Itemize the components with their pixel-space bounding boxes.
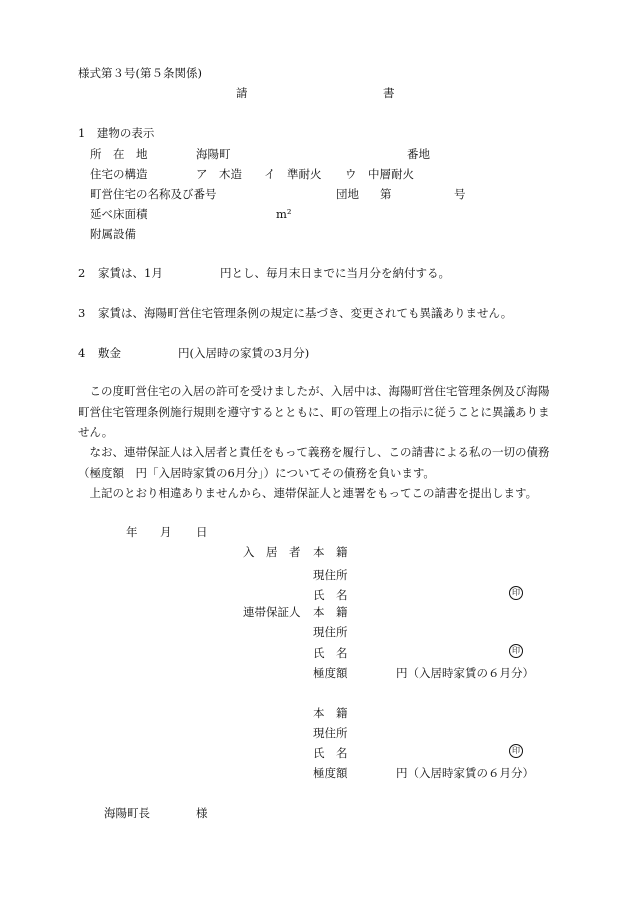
section1-heading: 1 建物の表示 (78, 126, 155, 140)
date-month: 月 (160, 525, 172, 539)
guarantor2-seal-icon: 印 (509, 744, 523, 758)
section2-number: 2 (78, 266, 86, 280)
guarantor1-honseki: 本 籍 (313, 605, 348, 619)
housing-name-label: 町営住宅の名称及び番号 (90, 187, 217, 201)
guarantor1-limit-text: 円（入居時家賃の６月分） (396, 666, 534, 680)
section2-text-a: 家賃は、1月 (98, 266, 163, 280)
guarantor2-address: 現住所 (313, 726, 348, 740)
guarantor1-seal-icon: 印 (509, 644, 523, 658)
section4-text-a: 敷金 (98, 346, 121, 360)
housing-go: 号 (454, 187, 466, 201)
title-left-char: 請 (236, 86, 248, 100)
guarantor2-honseki: 本 籍 (313, 706, 348, 720)
structure-option-a: ア 木造 (196, 167, 242, 181)
guarantor1-name: 氏 名 (313, 646, 348, 660)
guarantor1-limit-label: 極度額 (313, 666, 348, 680)
location-town: 海陽町 (196, 147, 231, 161)
guarantor-label: 連帯保証人 (243, 605, 301, 619)
addressee-name: 海陽町長 (104, 806, 150, 820)
body-paragraph-2: なお、連帯保証人は入居者と責任をもって義務を履行し、この請書による私の一切の債務（極度額 円「入居時家賃の6月分」）についてその債務を負います。 (78, 445, 550, 480)
section3-text: 家賃は、海陽町営住宅管理条例の規定に基づき、変更されても異議ありません。 (98, 306, 513, 320)
floor-area-label: 延べ床面積 (90, 207, 148, 221)
section4-number: 4 (78, 346, 86, 360)
resident-name: 氏 名 (313, 588, 348, 602)
guarantor2-limit-label: 極度額 (313, 766, 348, 780)
section2-text-b: 円とし、毎月末日までに当月分を納付する。 (220, 266, 450, 280)
housing-danchi: 団地 (336, 187, 359, 201)
resident-address: 現住所 (313, 568, 348, 582)
floor-area-unit: m² (276, 207, 292, 221)
guarantor2-limit-text: 円（入居時家賃の６月分） (396, 766, 534, 780)
location-suffix: 番地 (407, 147, 430, 161)
guarantor1-address: 現住所 (313, 625, 348, 639)
structure-option-u: ウ 中層耐火 (345, 167, 414, 181)
form-number: 様式第３号(第５条関係) (78, 66, 202, 80)
section4-text-b: 円(入居時の家賃の3月分) (178, 346, 310, 360)
location-label: 所 在 地 (90, 147, 148, 161)
facilities-label: 附属設備 (90, 227, 136, 241)
addressee-honorific: 様 (196, 806, 208, 820)
structure-option-i: イ 準耐火 (264, 167, 322, 181)
resident-label: 入 居 者 (243, 545, 301, 559)
structure-label: 住宅の構造 (90, 167, 148, 181)
title-right-char: 書 (383, 86, 395, 100)
resident-seal-icon: 印 (509, 586, 523, 600)
date-day: 日 (196, 525, 208, 539)
resident-honseki: 本 籍 (313, 545, 348, 559)
body-paragraph-1: この度町営住宅の入居の許可を受けましたが、入居中は、海陽町営住宅管理条例及び海陽町営住宅管理条例施行規則を遵守するとともに、町の管理上の指示に従うことに異議ありません。 (78, 384, 550, 439)
body-paragraph-3: 上記のとおり相違ありませんから、連帯保証人と連署をもってこの請書を提出します。 (89, 486, 538, 500)
housing-dai: 第 (380, 187, 392, 201)
guarantor2-name: 氏 名 (313, 746, 348, 760)
date-year: 年 (126, 525, 138, 539)
section3-number: 3 (78, 306, 86, 320)
